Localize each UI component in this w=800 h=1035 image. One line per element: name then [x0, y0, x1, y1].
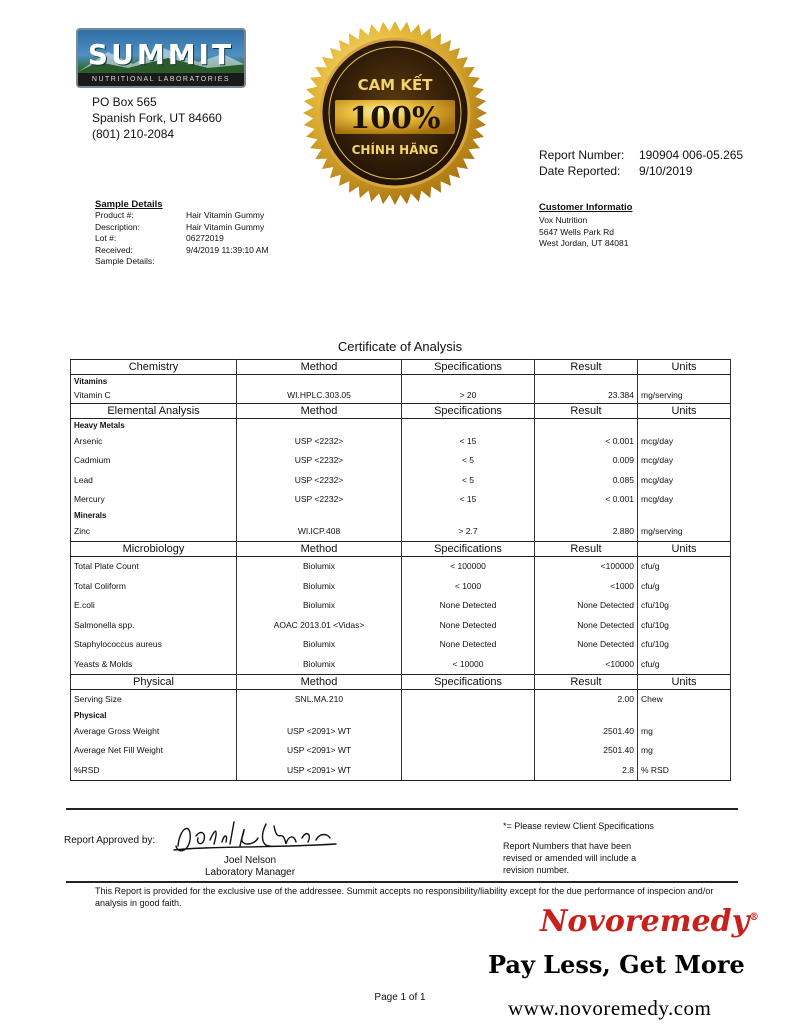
test-name: Serving Size: [71, 689, 237, 709]
slogan: Pay Less, Get More: [488, 950, 745, 979]
test-method: USP <2232>: [237, 470, 402, 490]
empty-cell: [535, 709, 638, 721]
column-header-units: Units: [638, 360, 731, 375]
table-row: [71, 615, 731, 635]
approved-by-label: Report Approved by:: [64, 835, 156, 846]
customer-info-title: Customer Informatio: [539, 202, 633, 213]
group-label: Minerals: [71, 509, 237, 521]
column-header-specifications: Specifications: [402, 360, 535, 375]
sample-field-value: 9/4/2019 11:39:10 AM: [186, 244, 269, 255]
column-header-result: Result: [535, 404, 638, 419]
test-units: mg: [638, 721, 731, 741]
empty-cell: [535, 419, 638, 432]
table-row: [71, 596, 731, 616]
report-number: 190904 006-05.265: [639, 148, 744, 162]
empty-cell: [638, 419, 731, 432]
date-reported-label: Date Reported:: [539, 164, 621, 178]
group-label: Heavy Metals: [71, 419, 237, 432]
test-name: Salmonella spp.: [71, 615, 237, 635]
column-header-method: Method: [237, 541, 402, 556]
empty-cell: [237, 509, 402, 521]
test-result: None Detected: [535, 635, 638, 655]
address-line: Spanish Fork, UT 84660: [92, 111, 222, 125]
section-title: Chemistry: [71, 360, 237, 375]
test-name: E.coli: [71, 596, 237, 616]
column-header-units: Units: [638, 541, 731, 556]
empty-cell: [535, 375, 638, 388]
test-method: WI.HPLC.303.05: [237, 387, 402, 404]
test-method: USP <2091> WT: [237, 721, 402, 741]
report-meta: [539, 147, 743, 179]
group-label: Physical: [71, 709, 237, 721]
test-result: 23.384: [535, 387, 638, 404]
sample-field: [95, 256, 269, 268]
analysis-table: [70, 359, 731, 781]
test-result: 2.880: [535, 521, 638, 541]
test-method: Biolumix: [237, 576, 402, 596]
table-row: [71, 741, 731, 761]
note-line: Report Numbers that have been: [503, 841, 632, 851]
test-name: Yeasts & Molds: [71, 654, 237, 674]
test-name: Total Coliform: [71, 576, 237, 596]
test-name: Cadmium: [71, 451, 237, 471]
test-specification: < 15: [402, 490, 535, 510]
section-header: [71, 360, 731, 375]
seal-top-text: CAM KẾT: [357, 76, 433, 94]
column-header-result: Result: [535, 674, 638, 689]
test-units: mcg/day: [638, 451, 731, 471]
column-header-specifications: Specifications: [402, 674, 535, 689]
sample-field-label: Description:: [95, 221, 140, 232]
test-units: mcg/day: [638, 470, 731, 490]
summit-logo: [76, 28, 246, 88]
column-header-method: Method: [237, 360, 402, 375]
test-units: mcg/day: [638, 490, 731, 510]
column-header-specifications: Specifications: [402, 404, 535, 419]
column-header-units: Units: [638, 404, 731, 419]
test-specification: None Detected: [402, 615, 535, 635]
report-number-label: Report Number:: [539, 148, 625, 162]
report-notes: [503, 820, 703, 876]
empty-cell: [638, 509, 731, 521]
logo-wordmark: SUMMIT: [87, 38, 235, 71]
test-specification: [402, 689, 535, 709]
empty-cell: [638, 375, 731, 388]
column-header-specifications: Specifications: [402, 541, 535, 556]
customer-information: [539, 202, 632, 250]
test-result: 2.00: [535, 689, 638, 709]
sample-field-value: Hair Vitamin Gummy: [186, 210, 265, 220]
section-title: Elemental Analysis: [71, 404, 237, 419]
logo-subtitle: NUTRITIONAL LABORATORIES: [78, 73, 244, 86]
table-row: [71, 689, 731, 709]
test-specification: [402, 721, 535, 741]
test-specification: > 2.7: [402, 521, 535, 541]
sample-field: [95, 233, 269, 245]
empty-cell: [638, 709, 731, 721]
test-result: 2501.40: [535, 741, 638, 761]
test-method: Biolumix: [237, 596, 402, 616]
test-specification: < 5: [402, 470, 535, 490]
test-method: Biolumix: [237, 635, 402, 655]
signature-image: [170, 816, 340, 858]
test-units: cfu/10g: [638, 635, 731, 655]
test-name: Average Gross Weight: [71, 721, 237, 741]
test-result: 2501.40: [535, 721, 638, 741]
test-result: 2.8: [535, 760, 638, 780]
test-result: <10000: [535, 654, 638, 674]
sample-field-value: 06272019: [186, 233, 224, 243]
test-units: mg: [638, 741, 731, 761]
lab-address: [92, 94, 222, 142]
group-label-row: [71, 509, 731, 521]
section-title: Physical: [71, 674, 237, 689]
test-units: cfu/g: [638, 654, 731, 674]
test-specification: > 20: [402, 387, 535, 404]
section-header: [71, 404, 731, 419]
sample-field-label: Product #:: [95, 210, 134, 220]
table-row: [71, 387, 731, 404]
test-result: 0.085: [535, 470, 638, 490]
seal-bottom-text: CHÍNH HÃNG: [351, 143, 439, 157]
test-name: Staphylococcus aureus: [71, 635, 237, 655]
column-header-method: Method: [237, 674, 402, 689]
test-specification: < 10000: [402, 654, 535, 674]
table-row: [71, 490, 731, 510]
test-specification: [402, 760, 535, 780]
test-specification: [402, 741, 535, 761]
test-result: <100000: [535, 556, 638, 576]
test-method: WI.ICP.408: [237, 521, 402, 541]
address-line: PO Box 565: [92, 95, 157, 109]
test-specification: < 1000: [402, 576, 535, 596]
table-row: [71, 556, 731, 576]
test-result: None Detected: [535, 596, 638, 616]
sample-field: [95, 210, 269, 222]
test-units: mg/serving: [638, 387, 731, 404]
sample-field: [95, 222, 269, 234]
test-result: 0.009: [535, 451, 638, 471]
section-header: [71, 541, 731, 556]
test-method: AOAC 2013.01 <Vidas>: [237, 615, 402, 635]
test-method: USP <2232>: [237, 431, 402, 451]
test-units: mcg/day: [638, 431, 731, 451]
test-units: cfu/10g: [638, 596, 731, 616]
test-units: Chew: [638, 689, 731, 709]
section-title: Microbiology: [71, 541, 237, 556]
column-header-units: Units: [638, 674, 731, 689]
note-line: revised or amended will include a: [503, 853, 637, 863]
divider: [66, 881, 738, 883]
test-specification: < 100000: [402, 556, 535, 576]
group-label-row: [71, 419, 731, 432]
sample-details-title: Sample Details: [95, 199, 163, 210]
test-units: cfu/g: [638, 556, 731, 576]
customer-line: 5647 Wells Park Rd: [539, 226, 614, 237]
empty-cell: [402, 509, 535, 521]
table-row: [71, 470, 731, 490]
test-name: Zinc: [71, 521, 237, 541]
sample-field-label: Sample Details:: [95, 256, 155, 266]
signatory-role: Laboratory Manager: [204, 867, 296, 878]
customer-line: Vox Nutrition: [539, 215, 588, 225]
test-result: < 0.001: [535, 490, 638, 510]
website-link[interactable]: www.novoremedy.com: [508, 996, 712, 1020]
test-result: < 0.001: [535, 431, 638, 451]
test-result: None Detected: [535, 615, 638, 635]
sample-field-label: Lot #:: [95, 233, 117, 243]
table-row: [71, 760, 731, 780]
test-specification: < 5: [402, 451, 535, 471]
column-header-result: Result: [535, 541, 638, 556]
table-row: [71, 635, 731, 655]
guarantee-seal-badge: [300, 18, 490, 208]
registered-mark: ®: [749, 912, 760, 923]
test-units: cfu/g: [638, 576, 731, 596]
section-header: [71, 674, 731, 689]
test-method: USP <2091> WT: [237, 741, 402, 761]
certificate-title: Certificate of Analysis: [337, 339, 463, 354]
empty-cell: [402, 375, 535, 388]
table-row: [71, 576, 731, 596]
disclaimer-text: This Report is provided for the exclusive use of the addressee. Summit accepts no responsibility/liability except for the due performance of inspecion and/or analysis in good faith.: [95, 886, 714, 908]
test-specification: None Detected: [402, 635, 535, 655]
signatory: [190, 855, 310, 879]
test-units: % RSD: [638, 760, 731, 780]
table-row: [71, 721, 731, 741]
test-name: Average Net Fill Weight: [71, 741, 237, 761]
column-header-result: Result: [535, 360, 638, 375]
customer-line: West Jordan, UT 84081: [539, 238, 629, 248]
seal-percent-text: 100%: [349, 101, 441, 136]
sample-field: [95, 245, 269, 257]
test-units: mg/serving: [638, 521, 731, 541]
table-row: [71, 451, 731, 471]
date-reported: 9/10/2019: [639, 164, 693, 178]
page-number: Page 1 of 1: [374, 992, 426, 1003]
test-name: Lead: [71, 470, 237, 490]
test-name: Total Plate Count: [71, 556, 237, 576]
sample-field-label: Received:: [95, 244, 133, 255]
test-units: cfu/10g: [638, 615, 731, 635]
test-name: %RSD: [71, 760, 237, 780]
note-line: *= Please review Client Specifications: [503, 821, 654, 831]
test-name: Vitamin C: [71, 387, 237, 404]
test-method: USP <2091> WT: [237, 760, 402, 780]
empty-cell: [402, 419, 535, 432]
divider: [66, 808, 738, 810]
test-name: Arsenic: [71, 431, 237, 451]
address-phone: (801) 210-2084: [92, 127, 175, 141]
table-row: [71, 521, 731, 541]
sample-field-value: Hair Vitamin Gummy: [186, 221, 265, 232]
test-method: SNL.MA.210: [237, 689, 402, 709]
empty-cell: [237, 419, 402, 432]
brand-logo: [540, 904, 759, 939]
column-header-method: Method: [237, 404, 402, 419]
test-method: USP <2232>: [237, 490, 402, 510]
test-method: Biolumix: [237, 654, 402, 674]
test-name: Mercury: [71, 490, 237, 510]
group-label-row: [71, 709, 731, 721]
test-specification: None Detected: [402, 596, 535, 616]
empty-cell: [237, 709, 402, 721]
empty-cell: [402, 709, 535, 721]
table-row: [71, 431, 731, 451]
empty-cell: [237, 375, 402, 388]
test-method: Biolumix: [237, 556, 402, 576]
test-result: <1000: [535, 576, 638, 596]
sample-details: [95, 199, 269, 268]
signatory-name: Joel Nelson: [223, 855, 277, 866]
empty-cell: [535, 509, 638, 521]
table-row: [71, 654, 731, 674]
test-specification: < 15: [402, 431, 535, 451]
test-method: USP <2232>: [237, 451, 402, 471]
group-label-row: [71, 375, 731, 388]
note-line: revision number.: [503, 865, 570, 875]
brand-name: Novoremedy: [540, 904, 750, 939]
group-label: Vitamins: [71, 375, 237, 388]
